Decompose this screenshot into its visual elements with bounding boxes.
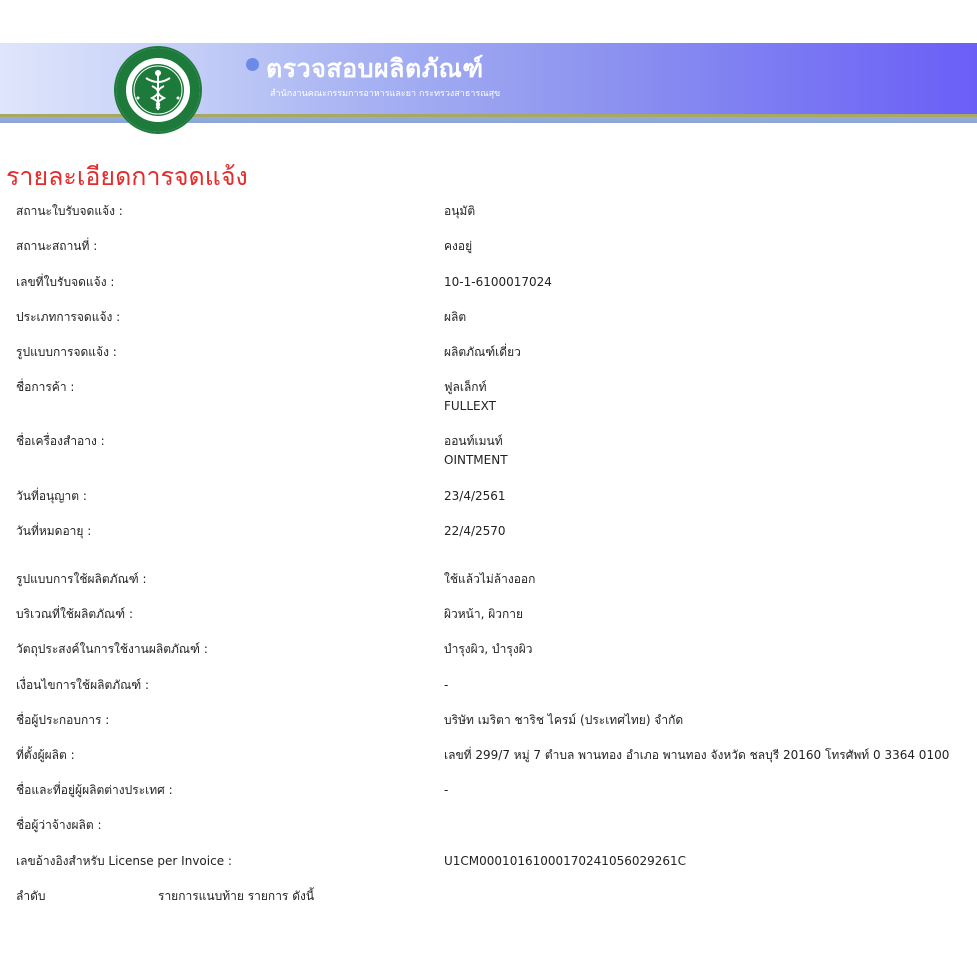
ministry-seal-icon — [116, 48, 200, 132]
detail-value-line: ออนท์เมนท์ — [444, 434, 503, 448]
detail-value-line: ฟูลเล็กท์ — [444, 380, 487, 394]
detail-label: ชื่อการค้า : — [16, 380, 75, 394]
detail-value — [444, 570, 535, 589]
detail-label: เลขที่ใบรับจดแจ้ง : — [16, 275, 115, 289]
detail-value-line: FULLEXT — [444, 399, 496, 413]
detail-label: วัตถุประสงค์ในการใช้งานผลิตภัณฑ์ : — [16, 642, 208, 656]
detail-value-line: 10-1-6100017024 — [444, 275, 552, 289]
detail-label: บริเวณที่ใช้ผลิตภัณฑ์ : — [16, 607, 133, 621]
detail-label: เลขอ้างอิงสำหรับ License per Invoice : — [16, 854, 232, 868]
detail-value — [444, 522, 506, 541]
detail-value-line: OINTMENT — [444, 453, 508, 467]
detail-label: วันที่หมดอายุ : — [16, 524, 92, 538]
detail-label: วันที่อนุญาต : — [16, 489, 87, 503]
detail-value — [444, 237, 472, 256]
detail-value — [444, 746, 949, 765]
detail-value — [444, 711, 683, 730]
detail-value — [444, 343, 521, 362]
detail-label: เงื่อนไขการใช้ผลิตภัณฑ์ : — [16, 678, 150, 692]
footer-attachment-header: รายการแนบท้าย รายการ ดังนี้ — [158, 889, 315, 903]
detail-value-line: อนุมัติ — [444, 204, 476, 218]
detail-label: รูปแบบการใช้ผลิตภัณฑ์ : — [16, 572, 147, 586]
detail-label: ชื่อเครื่องสำอาง : — [16, 434, 105, 448]
detail-value-line: ผลิต — [444, 310, 467, 324]
detail-value-line: ใช้แล้วไม่ล้างออก — [444, 572, 536, 586]
detail-label: ประเภทการจดแจ้ง : — [16, 310, 121, 324]
detail-value-line: U1CM0001016100017024105602926​1C — [444, 854, 687, 868]
footer-index-header: ลำดับ — [16, 889, 46, 903]
detail-label: ชื่อผู้ประกอบการ : — [16, 713, 110, 727]
detail-value — [444, 378, 496, 416]
detail-value-line: ผิวหน้า, ผิวกาย — [444, 607, 524, 621]
detail-label: ที่ตั้งผู้ผลิต : — [16, 748, 75, 762]
detail-value-line: บริษัท เมริตา ชาริช ไครม์ (ประเทศไทย) จำกัด — [444, 713, 684, 727]
detail-value — [444, 676, 448, 695]
detail-value-line: เลขที่ 299/7 หมู่ 7 ตำบล พานทอง อำเภอ พานทอง จังหวัด ชลบุรี 20160 โทรศัพท์ 0 3364 0100 — [444, 748, 950, 762]
detail-value-line: ผลิตภัณฑ์เดี่ยว — [444, 345, 521, 359]
detail-value-line: บำรุงผิว, บำรุงผิว — [444, 642, 533, 656]
detail-value — [444, 487, 506, 506]
detail-label: สถานะใบรับจดแจ้ง : — [16, 204, 123, 218]
detail-value — [444, 273, 552, 292]
detail-value — [444, 432, 508, 470]
detail-value — [444, 640, 533, 659]
detail-value — [444, 308, 466, 327]
page-title: รายละเอียดการจดแจ้ง — [6, 162, 248, 191]
detail-value-line: คงอยู่ — [444, 239, 473, 253]
detail-value — [444, 852, 686, 871]
detail-value-line: 23/4/2561 — [444, 489, 506, 503]
detail-value-line: - — [444, 783, 449, 797]
title-bullet-icon — [246, 58, 259, 71]
detail-value-line: - — [444, 678, 449, 692]
detail-label: รูปแบบการจดแจ้ง : — [16, 345, 117, 359]
ministry-logo[interactable] — [114, 46, 202, 134]
detail-value — [444, 781, 448, 800]
site-subtitle: สำนักงานคณะกรรมการอาหารและยา กระทรวงสาธารณสุข — [270, 89, 501, 99]
detail-value — [444, 202, 475, 221]
detail-value-line: 22/4/2570 — [444, 524, 506, 538]
detail-label: ชื่อผู้ว่าจ้างผลิต : — [16, 818, 102, 832]
detail-label: สถานะสถานที่ : — [16, 239, 98, 253]
detail-label: ชื่อและที่อยู่ผู้ผลิตต่างประเทศ : — [16, 783, 173, 797]
detail-value — [444, 605, 523, 624]
site-title[interactable]: ตรวจสอบผลิตภัณฑ์ — [266, 54, 484, 83]
